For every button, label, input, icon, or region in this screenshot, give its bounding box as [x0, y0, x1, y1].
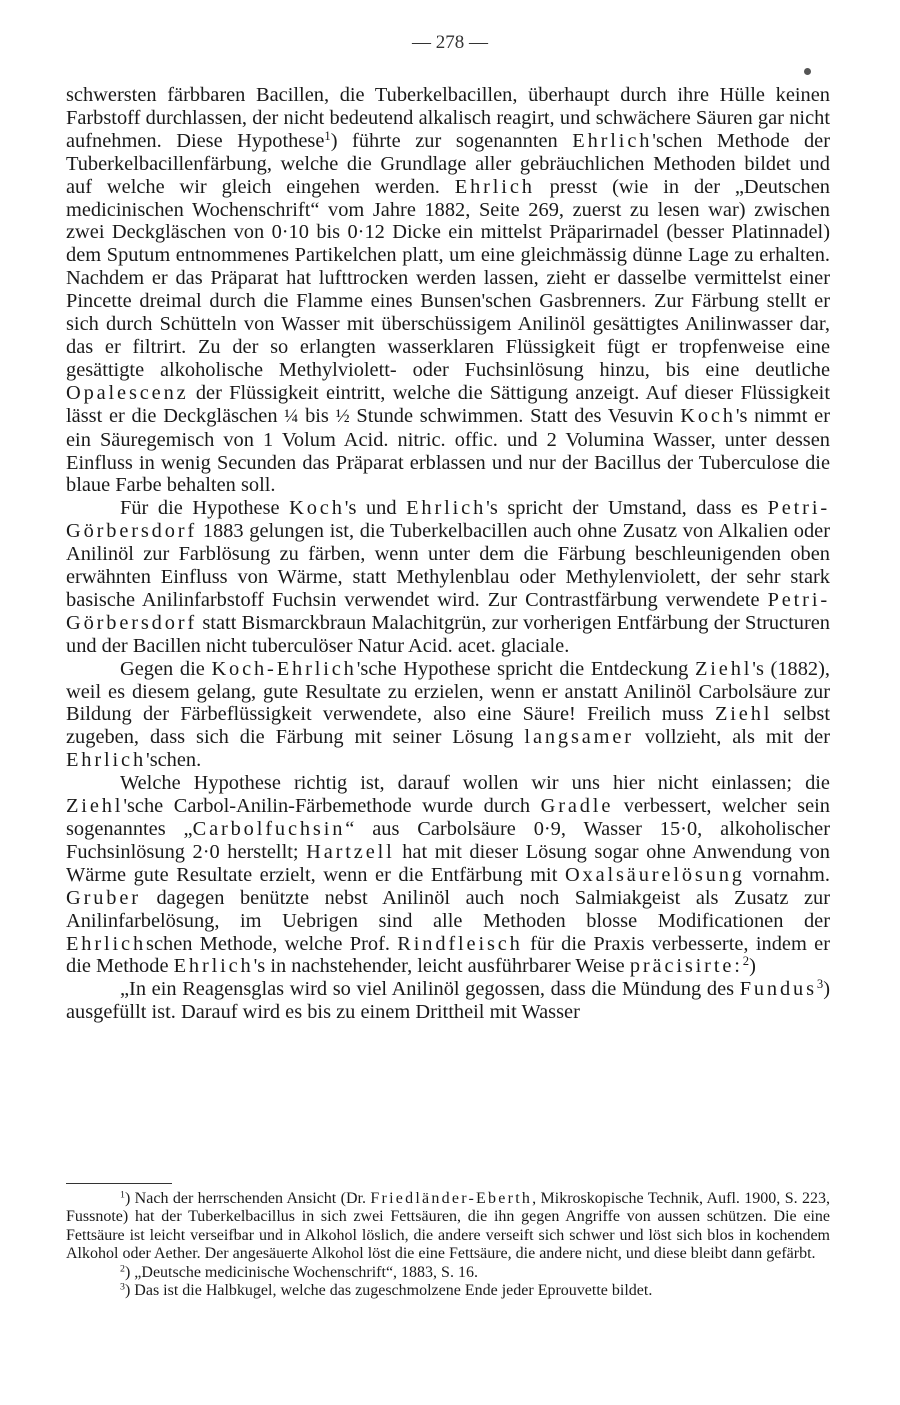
paragraph-1 [66, 84, 830, 497]
ink-speck [804, 68, 811, 75]
footnotes [66, 1190, 830, 1300]
spaced-term: Carbolfuchsin [192, 818, 346, 840]
text-run: 's spricht der Umstand, dass es [486, 497, 768, 520]
person-name: Ziehl [694, 657, 753, 680]
person-name: Koch-Ehrlich [211, 657, 357, 680]
person-name: Koch [680, 404, 736, 427]
person-name: Ziehl [66, 795, 124, 818]
text-run: “ aus Carbolsäure 0·9, Wasser 15·0, alkoholischer Fuchsinlösung 2·0 herstellt; [66, 818, 830, 863]
fraction: ¼ [284, 405, 299, 427]
text-run: Gegen die [120, 657, 212, 680]
text-run: verbessert, welcher sein sogenanntes „ [66, 795, 830, 840]
person-name: Ehrlich [66, 749, 147, 772]
text-run: vollzieht, als mit der [633, 726, 830, 749]
person-name: Ziehl [714, 703, 773, 726]
text-run: 'schen Methode der Tuberkelbacillenfärbung, welche die Grundlage aller gebräuchlichen Methoden bildet und auf welche wir gleich eingehen werden. [66, 129, 830, 198]
footnote-ref: 2 [742, 954, 750, 969]
paragraph-2 [66, 497, 830, 657]
text-run: vornahm. [744, 863, 830, 886]
text-run: „In ein Reagensglas wird so viel Anilinöl gegossen, dass die Mündung des [120, 978, 740, 1001]
text-run: schwersten färbbaren Bacillen, die Tuberkelbacillen, überhaupt durch ihre Hülle keinen Farbstoff durchlassen, der nicht bedeutend alkalisch reagirt, und schwächere Säuren gar nicht aufnehmen. Diese Hypothese [66, 84, 830, 152]
text-run: 's (1882), weil es diesem gelang, gute Resultate zu erzielen, wenn er anstatt Anilinöl Carbolsäure zur Bildung der Färbeflüssigkeit verwendete, also eine Säure! Freilich muss [66, 657, 830, 726]
person-name: Friedländer-Eberth [370, 1190, 533, 1207]
text-run: 1883 gelungen ist, die Tuberkelbacillen auch ohne Zusatz von Alkalien oder Anilinöl zur Farblösung zu färben, wenn unter dem die Färbung beschleunigenden oben erwähnten Einfluss von Wärme, statt Methylenblau oder Methylenviolett, der sehr stark basische Anilinfarbstoff Fuchsin verwendet wird. Zur Contrastfärbung verwendete [66, 520, 830, 611]
footnote-2 [66, 1264, 830, 1282]
text-run: 'sche Hypothese spricht die Entdeckung [356, 657, 695, 680]
text-run: Stunde schwimmen. Statt des Vesuvin [349, 404, 681, 427]
footnote-ref: 3 [816, 977, 824, 992]
person-name: Koch [289, 497, 345, 520]
text-run: 'schen. [146, 749, 202, 772]
paragraph-4 [66, 772, 830, 978]
text-run: ) Das ist die Halbkugel, welche das zugeschmolzene Ende jeder Eprouvette bildet. [124, 1282, 653, 1300]
text-run: bis [298, 404, 336, 427]
text-run: für die Praxis verbesserte, indem er die Methode [66, 932, 830, 978]
text-run: dagegen benützte nebst Anilinöl auch noch Salmiakgeist als Zusatz zur Anilinfarbelösung, im Uebrigen sind alle Methoden blosse Modificationen der [66, 886, 830, 932]
text-run: presst (wie in der „Deutschen medicinischen Wochenschrift“ vom Jahre 1882, Seite 269, zuerst zu lesen war) zwischen zwei Deckgläschen von 0·10 bis 0·12 Dicke ein mittelst Präparirnadel (besser Platinnadel) dem Sputum entnommenes Partikelchen platt, um eine gleichmässig dünne Lage zu erhalten. Nachdem er das Präparat hat lufttrocken werden lassen, zieht er dasselbe vermittelst einer Pincette dreimal durch die Flamme eines Bunsen'schen Gasbrenners. Zur Färbung stellt er sich durch Schütteln von Wasser mit überschüssigem Anilinöl gesättigtes Anilinwasser dar, das er filtrirt. Zu der so erlangten wasserklaren Flüssigkeit fügt er tropfenweise eine gesättigte alkoholische Methylviolett- oder Fuchsinlösung hinzu, bis eine deutliche [66, 175, 830, 381]
person-name: Ehrlich [454, 175, 535, 198]
spaced-term: präcisirte: [629, 955, 743, 978]
text-run: hat mit dieser Lösung sogar ohne Anwendung von Wärme gute Resultate erzielt, wenn er die Entfärbung mit [66, 840, 830, 886]
footnote-1 [66, 1190, 830, 1264]
text-run: schen Methode, welche Prof. [146, 932, 398, 955]
text-run: ) [749, 955, 756, 978]
spaced-term: Fundus [739, 978, 817, 1001]
person-name: Gradle [540, 795, 614, 818]
spaced-term: langsamer [524, 726, 634, 749]
text-run: Für die Hypothese [120, 497, 290, 520]
text-run: 's in nachstehender, leicht ausführbarer Weise [253, 955, 630, 978]
paragraph-3 [66, 658, 830, 773]
person-name: Rindfleisch [397, 932, 523, 955]
text-run: ) Nach der herrschenden Ansicht (Dr. [124, 1190, 371, 1207]
person-name: Ehrlich [406, 497, 487, 520]
person-name: Hartzell [306, 840, 395, 863]
footnote-marker: 3 [120, 1281, 125, 1293]
footnote-ref: 1 [324, 128, 331, 143]
text-run: ) führte zur sogenannten [330, 129, 573, 152]
main-text [66, 84, 830, 1024]
footnote-marker: 2 [120, 1263, 125, 1275]
page-number: — 278 — [412, 32, 488, 53]
text-run: ) „Deutsche medicinische Wochenschrift“, 1883, S. 16. [124, 1263, 478, 1281]
text-run: , Mikroskopische Technik, Aufl. 1900, S. 223, Fussnote) hat der Tuberkelbacillus in sich zwei Fettsäuren, die ihn gegen Angriffe von aussen schützen. Die eine Fettsäure ist leicht verseifbar und in Alkohol löslich, die andere verseift sich schwer und löst sich blos in kochendem Alkohol oder Aether. Der angesäuerte Alkohol löst die eine Fettsäure, die andere nicht, und diese bleibt dann gefärbt. [66, 1190, 830, 1263]
text-run: statt Bismarckbraun Malachitgrün, zur vorherigen Entfärbung der Structuren und der Bacillen nicht tuberculöser Natur Acid. acet. glaciale. [66, 611, 830, 657]
text-run: Welche Hypothese richtig ist, darauf wollen wir uns hier nicht einlassen; die [120, 772, 830, 795]
footnote-marker: 1 [120, 1189, 125, 1201]
person-name: Petri-Görbersdorf [66, 588, 830, 634]
person-name: Ehrlich [572, 129, 653, 152]
text-run: 'sche Carbol-Anilin-Färbemethode wurde durch [123, 795, 541, 818]
person-name: Ehrlich [66, 932, 147, 955]
spaced-term: Oxalsäurelösung [564, 863, 745, 886]
person-name: Ehrlich [173, 955, 254, 978]
paragraph-5 [66, 978, 830, 1024]
text-run: der Flüssigkeit eintritt, welche die Sättigung anzeigt. Auf dieser Flüssigkeit lässt er die Deckgläschen [66, 381, 830, 427]
footnote-3 [66, 1282, 830, 1300]
person-name: Petri-Görbersdorf [66, 497, 830, 543]
fraction: ½ [335, 405, 350, 427]
person-name: Gruber [66, 886, 141, 909]
text-run: selbst zugeben, dass sich die Färbung mit seiner Lösung [66, 703, 830, 749]
footnote-divider [66, 1183, 172, 1184]
text-run: 's nimmt er ein Säuregemisch von 1 Volum Acid. nitric. offic. und 2 Volumina Wasser, unter dessen Einfluss in wenig Secunden das Präparat erblassen und nur der Bacillus der Tuberculose die blaue Farbe behalten soll. [66, 404, 830, 497]
spaced-term: Opalescenz [66, 381, 189, 404]
text-run: 's und [344, 497, 407, 520]
text-run: ) ausgefüllt ist. Darauf wird es bis zu einem Drittheil mit Wasser [66, 978, 830, 1024]
